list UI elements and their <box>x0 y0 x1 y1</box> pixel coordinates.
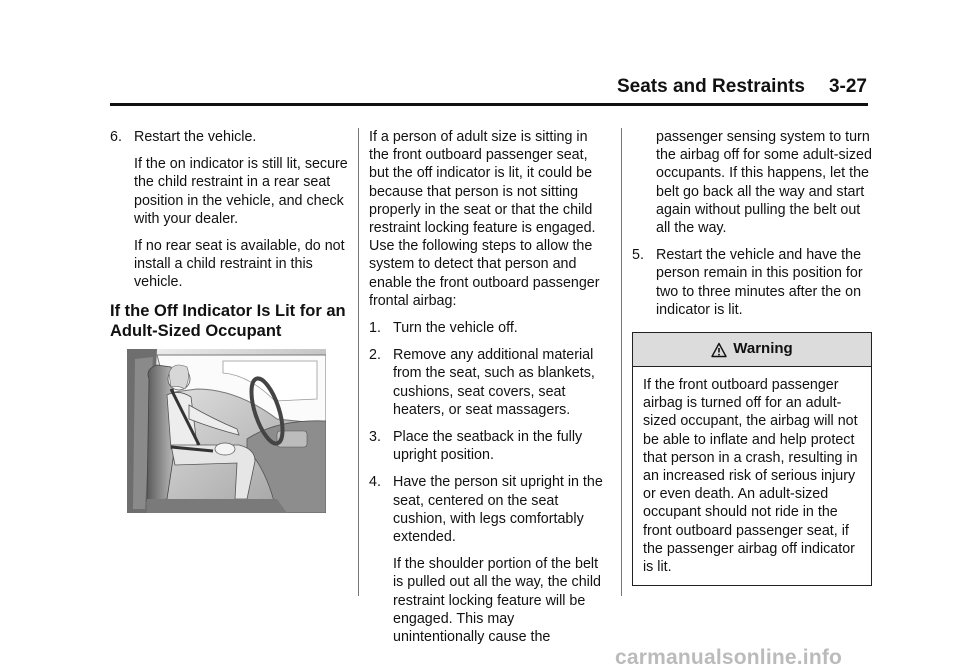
warning-box <box>632 332 872 586</box>
list-item <box>110 128 350 146</box>
paragraph: If no rear seat is available, do not install a child restraint in this vehicle. <box>134 238 345 291</box>
paragraph: passenger sensing system to turn the airbag off for some adult-sized occupants. If this happens, let the belt go back all the way and start again without pulling the belt out all the way. <box>656 129 872 237</box>
list-text: Restart the vehicle. <box>134 129 257 145</box>
column-divider-1 <box>358 128 359 596</box>
list-number: 1. <box>369 320 381 337</box>
watermark: carmanualsonline.info <box>615 646 843 669</box>
warning-icon <box>711 342 727 358</box>
list-item <box>632 246 872 319</box>
paragraph: If the on indicator is still lit, secure the child restraint in a rear seat position in the vehicle, and check with your dealer. <box>134 156 348 227</box>
list-item <box>369 346 609 419</box>
list-item <box>369 428 609 464</box>
list-number: 6. <box>110 129 122 145</box>
paragraph: If the shoulder portion of the belt is pulled out all the way, the child restraint locking feature will be engaged. This may unintentionally cause the <box>393 556 601 646</box>
list-number: 2. <box>369 347 381 364</box>
occupant-illustration <box>127 349 326 513</box>
list-text: Remove any additional material from the seat, such as blankets, cushions, seat covers, seat heaters, or seat massagers. <box>393 347 595 418</box>
warning-header <box>633 333 871 367</box>
warning-title: Warning <box>733 340 793 358</box>
column-2 <box>369 128 609 655</box>
list-number: 4. <box>369 474 381 491</box>
list-text: Turn the vehicle off. <box>393 320 518 337</box>
section-title: Seats and Restraints <box>617 76 805 97</box>
list-text: Have the person sit upright in the seat, centered on the seat cushion, with legs comfortably extended. <box>393 474 603 546</box>
paragraph: If a person of adult size is sitting in the front outboard passenger seat, but the off indicator is lit, it could be because that person is not sitting properly in the seat or that the child restraint locking feature is engaged. Use the following steps to allow the system to detect that person and enable the front outboard passenger frontal airbag: <box>369 129 600 309</box>
list-number: 3. <box>369 429 381 446</box>
list-item <box>369 319 609 337</box>
page-number: 3-27 <box>828 76 867 97</box>
list-text: Place the seatback in the fully upright position. <box>393 429 583 464</box>
list-number: 5. <box>632 247 644 264</box>
subsection-heading: If the Off Indicator Is Lit for an Adult-Sized Occupant <box>110 301 346 340</box>
list-text: Restart the vehicle and have the person remain in this position for two to three minutes after the on indicator is lit. <box>656 247 863 318</box>
column-divider-2 <box>621 128 622 596</box>
warning-body: If the front outboard passenger airbag is turned off for an adult-sized occupant, the airbag will not be able to inflate and help protect that person in a crash, resulting in an increased risk of serious injury or even death. An adult-sized occupant should not ride in the front outboard passenger seat, if the passenger airbag off indicator is lit. <box>643 377 858 576</box>
header-rule <box>110 103 868 106</box>
column-3 <box>632 128 872 586</box>
column-1 <box>110 128 350 341</box>
list-item <box>369 473 609 546</box>
page-header <box>617 76 867 102</box>
